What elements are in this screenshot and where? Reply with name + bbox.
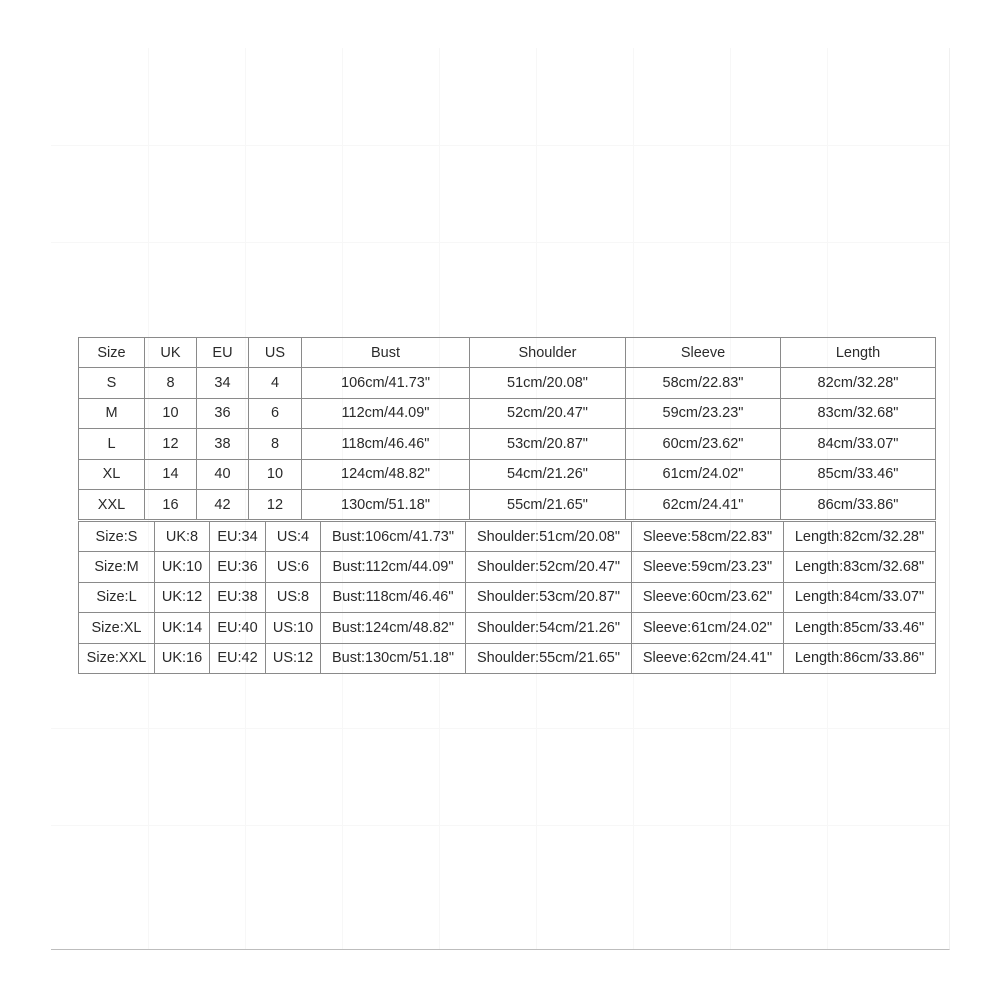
table-cell: Length:85cm/33.46" (784, 613, 936, 643)
table-cell: 10 (145, 398, 197, 428)
table-cell: Sleeve:60cm/23.62" (632, 582, 784, 612)
table-cell: 86cm/33.86" (781, 489, 936, 519)
table-cell: Bust:130cm/51.18" (321, 643, 466, 673)
header-cell: UK (145, 338, 197, 368)
table-cell: 54cm/21.26" (470, 459, 626, 489)
table-cell: 6 (249, 398, 302, 428)
table-cell: 8 (249, 429, 302, 459)
table-cell: US:6 (266, 552, 321, 582)
table-cell: EU:38 (210, 582, 266, 612)
table-cell: US:10 (266, 613, 321, 643)
table-cell: Sleeve:62cm/24.41" (632, 643, 784, 673)
table-cell: 112cm/44.09" (302, 398, 470, 428)
table-cell: Sleeve:61cm/24.02" (632, 613, 784, 643)
table-cell: 12 (249, 489, 302, 519)
table-cell: 4 (249, 368, 302, 398)
table-cell: UK:8 (155, 522, 210, 552)
table-cell: 16 (145, 489, 197, 519)
header-cell: Size (79, 338, 145, 368)
table-cell: Length:86cm/33.86" (784, 643, 936, 673)
table-cell: Sleeve:59cm/23.23" (632, 552, 784, 582)
table-cell: UK:10 (155, 552, 210, 582)
table-cell: UK:12 (155, 582, 210, 612)
table-cell: Size:M (79, 552, 155, 582)
table-cell: Bust:118cm/46.46" (321, 582, 466, 612)
table-cell: Bust:124cm/48.82" (321, 613, 466, 643)
table-row (79, 429, 936, 459)
table-cell: Bust:112cm/44.09" (321, 552, 466, 582)
labeled-size-table (78, 521, 936, 674)
table-cell: UK:14 (155, 613, 210, 643)
table-cell: Size:S (79, 522, 155, 552)
background-grid-line (51, 145, 949, 146)
table-cell: L (79, 429, 145, 459)
table-cell: EU:40 (210, 613, 266, 643)
table-cell: 42 (197, 489, 249, 519)
table-cell: EU:36 (210, 552, 266, 582)
table-cell: Bust:106cm/41.73" (321, 522, 466, 552)
table-cell: 62cm/24.41" (626, 489, 781, 519)
table-cell: M (79, 398, 145, 428)
table-cell: Size:L (79, 582, 155, 612)
table-cell: Shoulder:52cm/20.47" (466, 552, 632, 582)
table-cell: XXL (79, 489, 145, 519)
table-cell: 85cm/33.46" (781, 459, 936, 489)
table-cell: 40 (197, 459, 249, 489)
background-grid-line (51, 728, 949, 729)
table-cell: 10 (249, 459, 302, 489)
table-cell: 14 (145, 459, 197, 489)
table-cell: 59cm/23.23" (626, 398, 781, 428)
table-cell: 38 (197, 429, 249, 459)
background-grid-line (51, 825, 949, 826)
table-cell: US:12 (266, 643, 321, 673)
table-header-row (79, 338, 936, 368)
header-cell: Shoulder (470, 338, 626, 368)
table-row (79, 552, 936, 582)
table-row (79, 398, 936, 428)
table-row (79, 489, 936, 519)
table-cell: Size:XL (79, 613, 155, 643)
header-cell: EU (197, 338, 249, 368)
table-cell: Length:82cm/32.28" (784, 522, 936, 552)
table-cell: 84cm/33.07" (781, 429, 936, 459)
table-cell: S (79, 368, 145, 398)
table-cell: US:4 (266, 522, 321, 552)
table-cell: EU:42 (210, 643, 266, 673)
background-grid-line (51, 242, 949, 243)
header-cell: Sleeve (626, 338, 781, 368)
table-cell: 83cm/32.68" (781, 398, 936, 428)
table-cell: Length:83cm/32.68" (784, 552, 936, 582)
table-cell: 61cm/24.02" (626, 459, 781, 489)
table-cell: 82cm/32.28" (781, 368, 936, 398)
table-cell: EU:34 (210, 522, 266, 552)
table-cell: 36 (197, 398, 249, 428)
table-cell: 130cm/51.18" (302, 489, 470, 519)
table-cell: 55cm/21.65" (470, 489, 626, 519)
table-cell: Shoulder:53cm/20.87" (466, 582, 632, 612)
table-row (79, 522, 936, 552)
table-row (79, 643, 936, 673)
table-row (79, 368, 936, 398)
header-cell: Bust (302, 338, 470, 368)
table-cell: 8 (145, 368, 197, 398)
table-cell: 106cm/41.73" (302, 368, 470, 398)
table-cell: UK:16 (155, 643, 210, 673)
table-row (79, 582, 936, 612)
table-cell: US:8 (266, 582, 321, 612)
header-cell: Length (781, 338, 936, 368)
table-cell: 52cm/20.47" (470, 398, 626, 428)
table-cell: 12 (145, 429, 197, 459)
table-cell: 118cm/46.46" (302, 429, 470, 459)
table-cell: Sleeve:58cm/22.83" (632, 522, 784, 552)
table-cell: 60cm/23.62" (626, 429, 781, 459)
table-cell: Shoulder:51cm/20.08" (466, 522, 632, 552)
header-cell: US (249, 338, 302, 368)
table-cell: 58cm/22.83" (626, 368, 781, 398)
table-row (79, 613, 936, 643)
table-cell: Length:84cm/33.07" (784, 582, 936, 612)
table-cell: 34 (197, 368, 249, 398)
table-cell: XL (79, 459, 145, 489)
table-cell: Size:XXL (79, 643, 155, 673)
table-cell: 124cm/48.82" (302, 459, 470, 489)
table-cell: Shoulder:54cm/21.26" (466, 613, 632, 643)
table-cell: Shoulder:55cm/21.65" (466, 643, 632, 673)
size-table (78, 337, 936, 520)
table-cell: 51cm/20.08" (470, 368, 626, 398)
table-row (79, 459, 936, 489)
table-cell: 53cm/20.87" (470, 429, 626, 459)
